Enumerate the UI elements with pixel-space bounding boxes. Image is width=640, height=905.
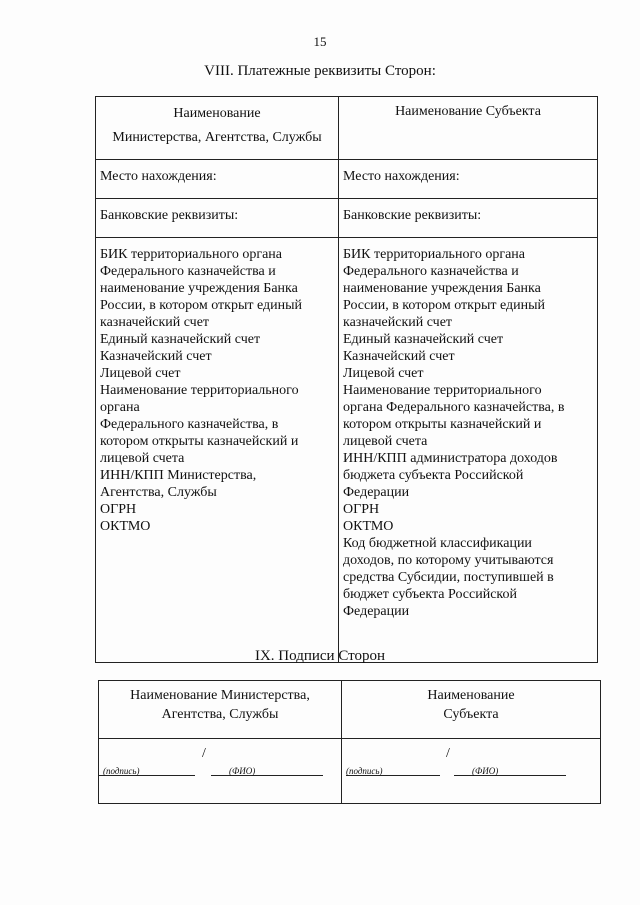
payment-requisites-table: [95, 96, 598, 663]
ministry-location-cell: Место нахождения:: [96, 160, 339, 199]
subject-bank-details: [339, 238, 598, 663]
bank-detail-line: Лицевой счет: [343, 366, 424, 381]
subject-sig-header-line-1: Наименование: [427, 688, 515, 703]
bank-detail-line: казначейский счет: [100, 315, 210, 330]
bank-detail-line: доходов, по которому учитываются: [343, 553, 554, 568]
subject-signature-header: [342, 681, 601, 739]
ministry-name-caption: (ФИО): [229, 766, 256, 776]
bank-detail-line: органа Федерального казначейства, в: [343, 400, 565, 415]
bank-detail-line: казначейский счет: [343, 315, 453, 330]
bank-detail-line: Федерального казначейства, в: [100, 417, 279, 432]
subject-sig-header-line-2: Субъекта: [443, 707, 499, 722]
ministry-signature-header: [99, 681, 342, 739]
bank-detail-line: ОКТМО: [100, 519, 151, 534]
bank-detail-line: России, в котором открыт единый: [343, 298, 546, 313]
ministry-name-line[interactable]: [211, 761, 323, 776]
bank-detail-line: БИК территориального органа: [343, 247, 525, 262]
ministry-signature-caption: (подпись): [103, 766, 140, 776]
bank-detail-line: БИК территориального органа: [100, 247, 282, 262]
subject-location-cell: Место нахождения:: [339, 160, 598, 199]
signatures-table: [98, 680, 601, 804]
ministry-sig-header-line-1: Наименование Министерства,: [130, 688, 310, 703]
ministry-signature-cell: [99, 739, 342, 804]
bank-detail-line: России, в котором открыт единый: [100, 298, 303, 313]
bank-detail-line: Наименование территориального: [100, 383, 299, 398]
bank-detail-line: Агентства, Службы: [100, 485, 217, 500]
bank-detail-line: наименование учреждения Банка: [343, 281, 541, 296]
bank-detail-line: Федерального казначейства и: [343, 264, 519, 279]
subject-signature-cell: [342, 739, 601, 804]
bank-detail-line: Код бюджетной классификации: [343, 536, 532, 551]
bank-detail-line: Наименование территориального: [343, 383, 542, 398]
subject-name-caption: (ФИО): [472, 766, 499, 776]
bank-detail-line: котором открыты казначейский и: [100, 434, 299, 449]
ministry-sig-header-line-2: Агентства, Службы: [161, 707, 279, 722]
bank-detail-line: Единый казначейский счет: [100, 332, 261, 347]
ministry-bank-label: Банковские реквизиты:: [96, 199, 339, 238]
bank-detail-line: ОГРН: [343, 502, 380, 517]
section-8-title: VIII. Платежные реквизиты Сторон:: [204, 63, 436, 79]
bank-detail-line: бюджет субъекта Российской: [343, 587, 518, 602]
bank-detail-line: ОКТМО: [343, 519, 394, 534]
subject-bank-label: Банковские реквизиты:: [339, 199, 598, 238]
ministry-header-line-1: Наименование: [173, 106, 261, 121]
bank-detail-line: средства Субсидии, поступившей в: [343, 570, 554, 585]
bank-detail-line: Лицевой счет: [100, 366, 181, 381]
page-number: 15: [313, 34, 327, 49]
subject-name-line[interactable]: [454, 761, 566, 776]
bank-detail-line: Федерации: [343, 485, 410, 500]
subject-slash: /: [446, 746, 450, 761]
bank-detail-line: лицевой счета: [343, 434, 428, 449]
bank-detail-line: органа: [100, 400, 140, 415]
bank-detail-line: Казначейский счет: [343, 349, 455, 364]
subject-name-header: Наименование Субъекта: [339, 97, 598, 160]
section-9-title: IX. Подписи Сторон: [254, 648, 386, 664]
bank-detail-line: ИНН/КПП Министерства,: [100, 468, 257, 483]
bank-detail-line: лицевой счета: [100, 451, 185, 466]
bank-detail-line: Единый казначейский счет: [343, 332, 504, 347]
bank-detail-line: Казначейский счет: [100, 349, 212, 364]
bank-detail-line: бюджета субъекта Российской: [343, 468, 524, 483]
subject-signature-caption: (подпись): [346, 766, 383, 776]
ministry-slash: /: [202, 746, 206, 761]
ministry-name-header: [96, 97, 339, 160]
bank-detail-line: ИНН/КПП администратора доходов: [343, 451, 558, 466]
bank-detail-line: Федерального казначейства и: [100, 264, 276, 279]
bank-detail-line: Федерации: [343, 604, 410, 619]
bank-detail-line: наименование учреждения Банка: [100, 281, 298, 296]
ministry-header-line-2: Министерства, Агентства, Службы: [112, 130, 322, 145]
ministry-bank-details: [96, 238, 339, 663]
bank-detail-line: ОГРН: [100, 502, 137, 517]
bank-detail-line: котором открыты казначейский и: [343, 417, 542, 432]
